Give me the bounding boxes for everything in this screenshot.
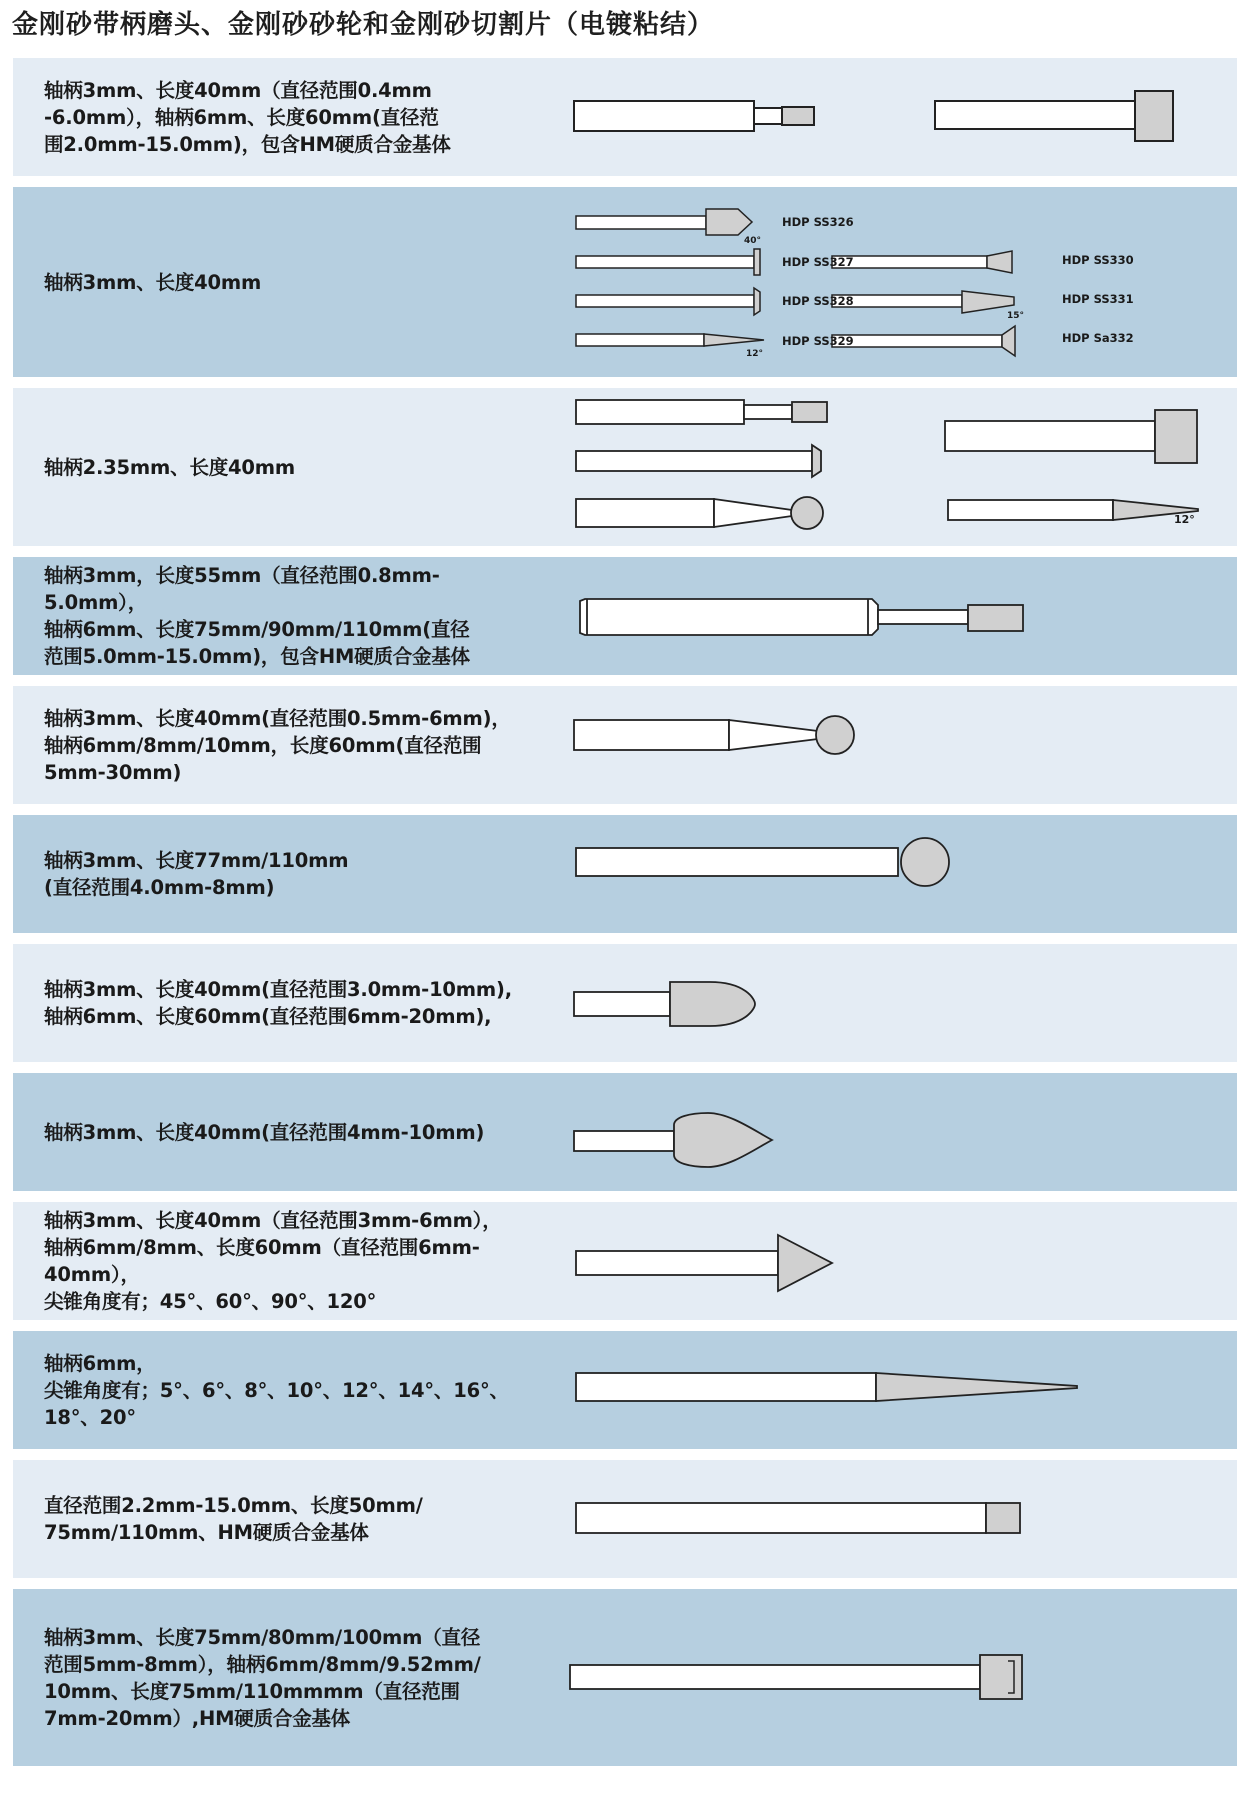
tool-drawing bbox=[530, 1331, 1237, 1449]
row-description-cell bbox=[13, 1331, 526, 1449]
row-description: 轴柄3mm、长度40mm(直径范围4mm-10mm) bbox=[44, 1120, 485, 1144]
row-image-cell bbox=[530, 557, 1237, 675]
tool-drawing bbox=[530, 1460, 1237, 1578]
product-row-5 bbox=[13, 686, 1237, 804]
row-description-cell bbox=[13, 388, 526, 546]
product-row-4 bbox=[13, 557, 1237, 675]
tool-code-label: HDP SS326 bbox=[782, 215, 854, 229]
row-image-cell bbox=[530, 686, 1237, 804]
row-image-cell bbox=[530, 388, 1237, 546]
row-description-cell bbox=[13, 944, 526, 1062]
tool-drawing bbox=[530, 944, 1237, 1062]
tool-drawing bbox=[530, 58, 1237, 176]
row-image-cell bbox=[530, 1460, 1237, 1578]
row-image-cell bbox=[530, 1202, 1237, 1320]
tool-code-label: HDP Sa332 bbox=[1062, 331, 1134, 345]
product-row-8 bbox=[13, 1073, 1237, 1191]
row-description-cell bbox=[13, 1202, 526, 1320]
row-description-cell bbox=[13, 187, 526, 377]
row-description-cell bbox=[13, 1589, 526, 1766]
row-image-cell bbox=[530, 58, 1237, 176]
row-description: 轴柄3mm、长度40mm(直径范围0.5mm-6mm)， 轴柄6mm/8mm/10mm，长度60mm(直径范围 5mm-30mm) bbox=[44, 706, 511, 784]
row-description: 轴柄6mm， 尖锥角度有；5°、6°、8°、10°、12°、14°、16°、18°、20° bbox=[44, 1351, 509, 1429]
product-row-12 bbox=[13, 1589, 1237, 1766]
product-row-2 bbox=[13, 187, 1237, 377]
row-description: 直径范围2.2mm-15.0mm、长度50mm/ 75mm/110mm、HM硬质合金基体 bbox=[44, 1494, 423, 1544]
product-row-10 bbox=[13, 1331, 1237, 1449]
row-description: 轴柄3mm，长度55mm（直径范围0.8mm-5.0mm）， 轴柄6mm、长度75mm/90mm/110mm(直径 范围5.0mm-15.0mm)，包含HM硬质合金基体 bbox=[44, 564, 470, 668]
tool-code-label: HDP SS331 bbox=[1062, 292, 1134, 306]
row-description: 轴柄3mm、长度75mm/80mm/100mm（直径 范围5mm-8mm），轴柄6mm/8mm/9.52mm/ 10mm、长度75mm/110mmmm（直径范围 7mm-20mm）,HM硬质合金基体 bbox=[44, 1625, 481, 1730]
tool-drawing bbox=[530, 557, 1237, 675]
row-image-cell bbox=[530, 187, 1237, 377]
tool-drawing bbox=[530, 815, 1237, 933]
tool-code-label: HDP SS328 bbox=[782, 294, 854, 308]
product-row-1 bbox=[13, 58, 1237, 176]
product-row-3 bbox=[13, 388, 1237, 546]
tool-code-label: HDP SS330 bbox=[1062, 253, 1134, 267]
row-image-cell bbox=[530, 815, 1237, 933]
tool-code-label: HDP SS327 bbox=[782, 255, 854, 269]
row-description: 轴柄2.35mm、长度40mm bbox=[44, 455, 296, 479]
row-description-cell bbox=[13, 1460, 526, 1578]
row-description: 轴柄3mm、长度40mm（直径范围3mm-6mm）， 轴柄6mm/8mm、长度60mm（直径范围6mm- 40mm）， 尖锥角度有；45°、60°、90°、120° bbox=[44, 1209, 502, 1313]
tool-code-label: HDP SS329 bbox=[782, 334, 854, 348]
product-row-9 bbox=[13, 1202, 1237, 1320]
product-row-11 bbox=[13, 1460, 1237, 1578]
row-image-cell bbox=[530, 1589, 1237, 1766]
product-row-6 bbox=[13, 815, 1237, 933]
row-description: 轴柄3mm、长度40mm（直径范围0.4mm -6.0mm），轴柄6mm、长度60mm(直径范 围2.0mm-15.0mm)，包含HM硬质合金基体 bbox=[44, 78, 451, 156]
row-description: 轴柄3mm、长度77mm/110mm (直径范围4.0mm-8mm) bbox=[44, 849, 349, 899]
row-description-cell bbox=[13, 686, 526, 804]
row-description-cell bbox=[13, 815, 526, 933]
tool-drawing bbox=[530, 1073, 1237, 1191]
tool-drawing bbox=[530, 1202, 1237, 1320]
tool-drawing bbox=[530, 388, 1237, 546]
row-description-cell bbox=[13, 1073, 526, 1191]
row-image-cell bbox=[530, 944, 1237, 1062]
row-description-cell bbox=[13, 557, 526, 675]
angle-label: 40° bbox=[744, 236, 762, 246]
row-image-cell bbox=[530, 1331, 1237, 1449]
tool-drawing bbox=[530, 187, 1237, 377]
row-image-cell bbox=[530, 1073, 1237, 1191]
row-description: 轴柄3mm、长度40mm bbox=[44, 270, 262, 294]
row-description-cell bbox=[13, 58, 526, 176]
angle-label: 12° bbox=[1174, 513, 1195, 526]
row-description: 轴柄3mm、长度40mm(直径范围3.0mm-10mm), 轴柄6mm、长度60mm(直径范围6mm-20mm), bbox=[44, 978, 512, 1028]
page-title: 金刚砂带柄磨头、金刚砂砂轮和金刚砂切割片（电镀粘结） bbox=[12, 10, 715, 40]
product-row-7 bbox=[13, 944, 1237, 1062]
tool-drawing bbox=[530, 1589, 1237, 1766]
angle-label: 15° bbox=[1007, 311, 1025, 321]
tool-drawing bbox=[530, 686, 1237, 804]
angle-label: 12° bbox=[746, 349, 764, 359]
